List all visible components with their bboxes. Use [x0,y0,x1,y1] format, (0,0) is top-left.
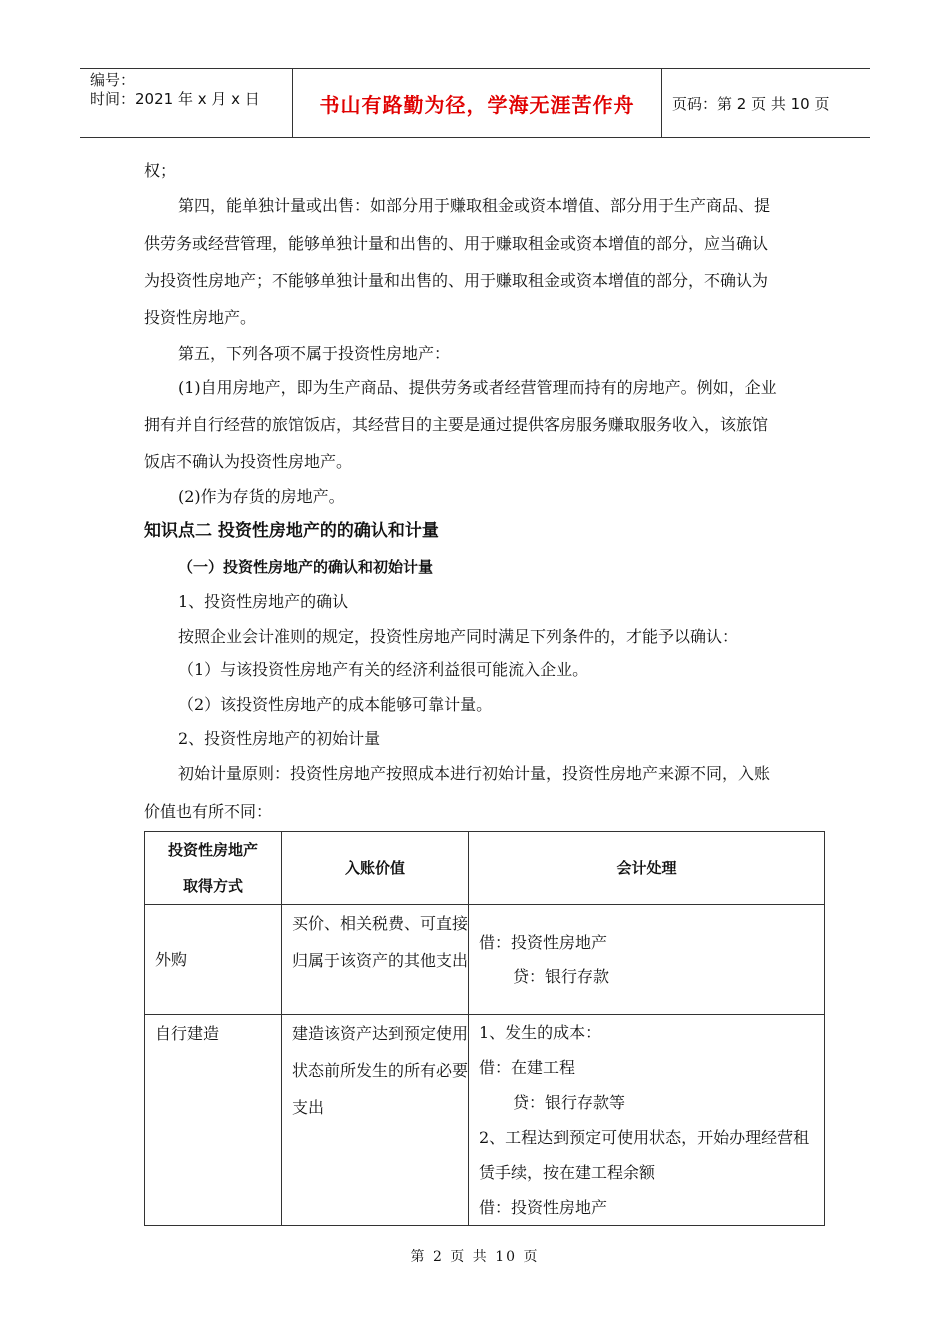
table-row [145,905,825,1015]
table-header-cell: 投资性房地产取得方式 [145,832,282,905]
paragraph-line: 饭店不确认为投资性房地产。 [144,452,353,471]
paragraph-line: 1、投资性房地产的确认 [178,592,349,611]
entry-line: 借：投资性房地产 [479,932,608,952]
header-motto: 书山有路勤为径，学海无涯苦作舟 [292,69,662,137]
paragraph-line: 为投资性房地产；不能够单独计量和出售的、用于赚取租金或资本增值的部分，不确认为 [144,271,769,290]
paragraph-line: 初始计量原则：投资性房地产按照成本进行初始计量，投资性房地产来源不同，入账 [178,764,771,783]
header-page-info: 页码：第 2 页 共 10 页 [672,94,830,113]
page-footer: 第 2 页 共 10 页 [410,1249,540,1265]
paragraph-line: 第四，能单独计量或出售：如部分用于赚取租金或资本增值、部分用于生产商品、提 [178,196,771,215]
table-cell-value: 建造该资产达到预定使用状态前所发生的所有必要支出 [282,1015,469,1226]
paragraph-line: 第五，下列各项不属于投资性房地产： [178,344,451,363]
table-cell-method: 外购 [145,905,282,1015]
page-header [80,68,870,138]
entry-line: 2、工程达到预定可使用状态，开始办理经营租赁手续，按在建工程余额 [479,1128,810,1182]
number-label: 编号： [90,71,136,89]
paragraph-line: (2)作为存货的房地产。 [178,487,345,506]
entry-line: 贷：银行存款等 [513,1093,626,1112]
table-cell-entries [469,1015,825,1226]
table-cell-method: 自行建造 [145,1015,282,1226]
paragraph-line: 供劳务或经营管理，能够单独计量和出售的、用于赚取租金或资本增值的部分，应当确认 [144,234,769,253]
paragraph-line: 拥有并自行经营的旅馆饭店，其经营目的主要是通过提供客房服务赚取服务收入，该旅馆 [144,415,769,434]
header-meta [80,69,292,137]
paragraph-line: 价值也有所不同： [144,802,273,821]
table-cell-value: 买价、相关税费、可直接归属于该资产的其他支出 [282,905,469,1015]
paragraph-line: 2、投资性房地产的初始计量 [178,729,381,748]
paragraph-line: 按照企业会计准则的规定，投资性房地产同时满足下列条件的，才能予以确认： [178,627,739,646]
paragraph-line: (1)自用房地产，即为生产商品、提供劳务或者经营管理而持有的房地产。例如，企业 [178,378,777,397]
table-header-cell: 会计处理 [469,832,825,905]
date-label: 时间：2021 年 x 月 x 日 [90,90,260,108]
subsection-title: （一）投资性房地产的确认和初始计量 [178,558,434,576]
table-cell-entries [469,905,825,1015]
initial-measurement-table [144,831,825,1226]
table-header-row [145,832,825,905]
paragraph-line: （1）与该投资性房地产有关的经济利益很可能流入企业。 [178,660,589,679]
table-row [145,1015,825,1226]
section-title: 知识点二 投资性房地产的的确认和计量 [144,521,439,541]
entry-line: 借：在建工程 [479,1058,576,1077]
entry-line: 1、发生的成本： [479,1023,602,1042]
paragraph-line: （2）该投资性房地产的成本能够可靠计量。 [178,695,493,714]
paragraph-line: 投资性房地产。 [144,308,257,327]
table-header-cell: 入账价值 [282,832,469,905]
entry-line: 贷：银行存款 [513,966,610,986]
entry-line: 借：投资性房地产 [479,1198,608,1217]
paragraph-line: 权； [144,161,177,180]
